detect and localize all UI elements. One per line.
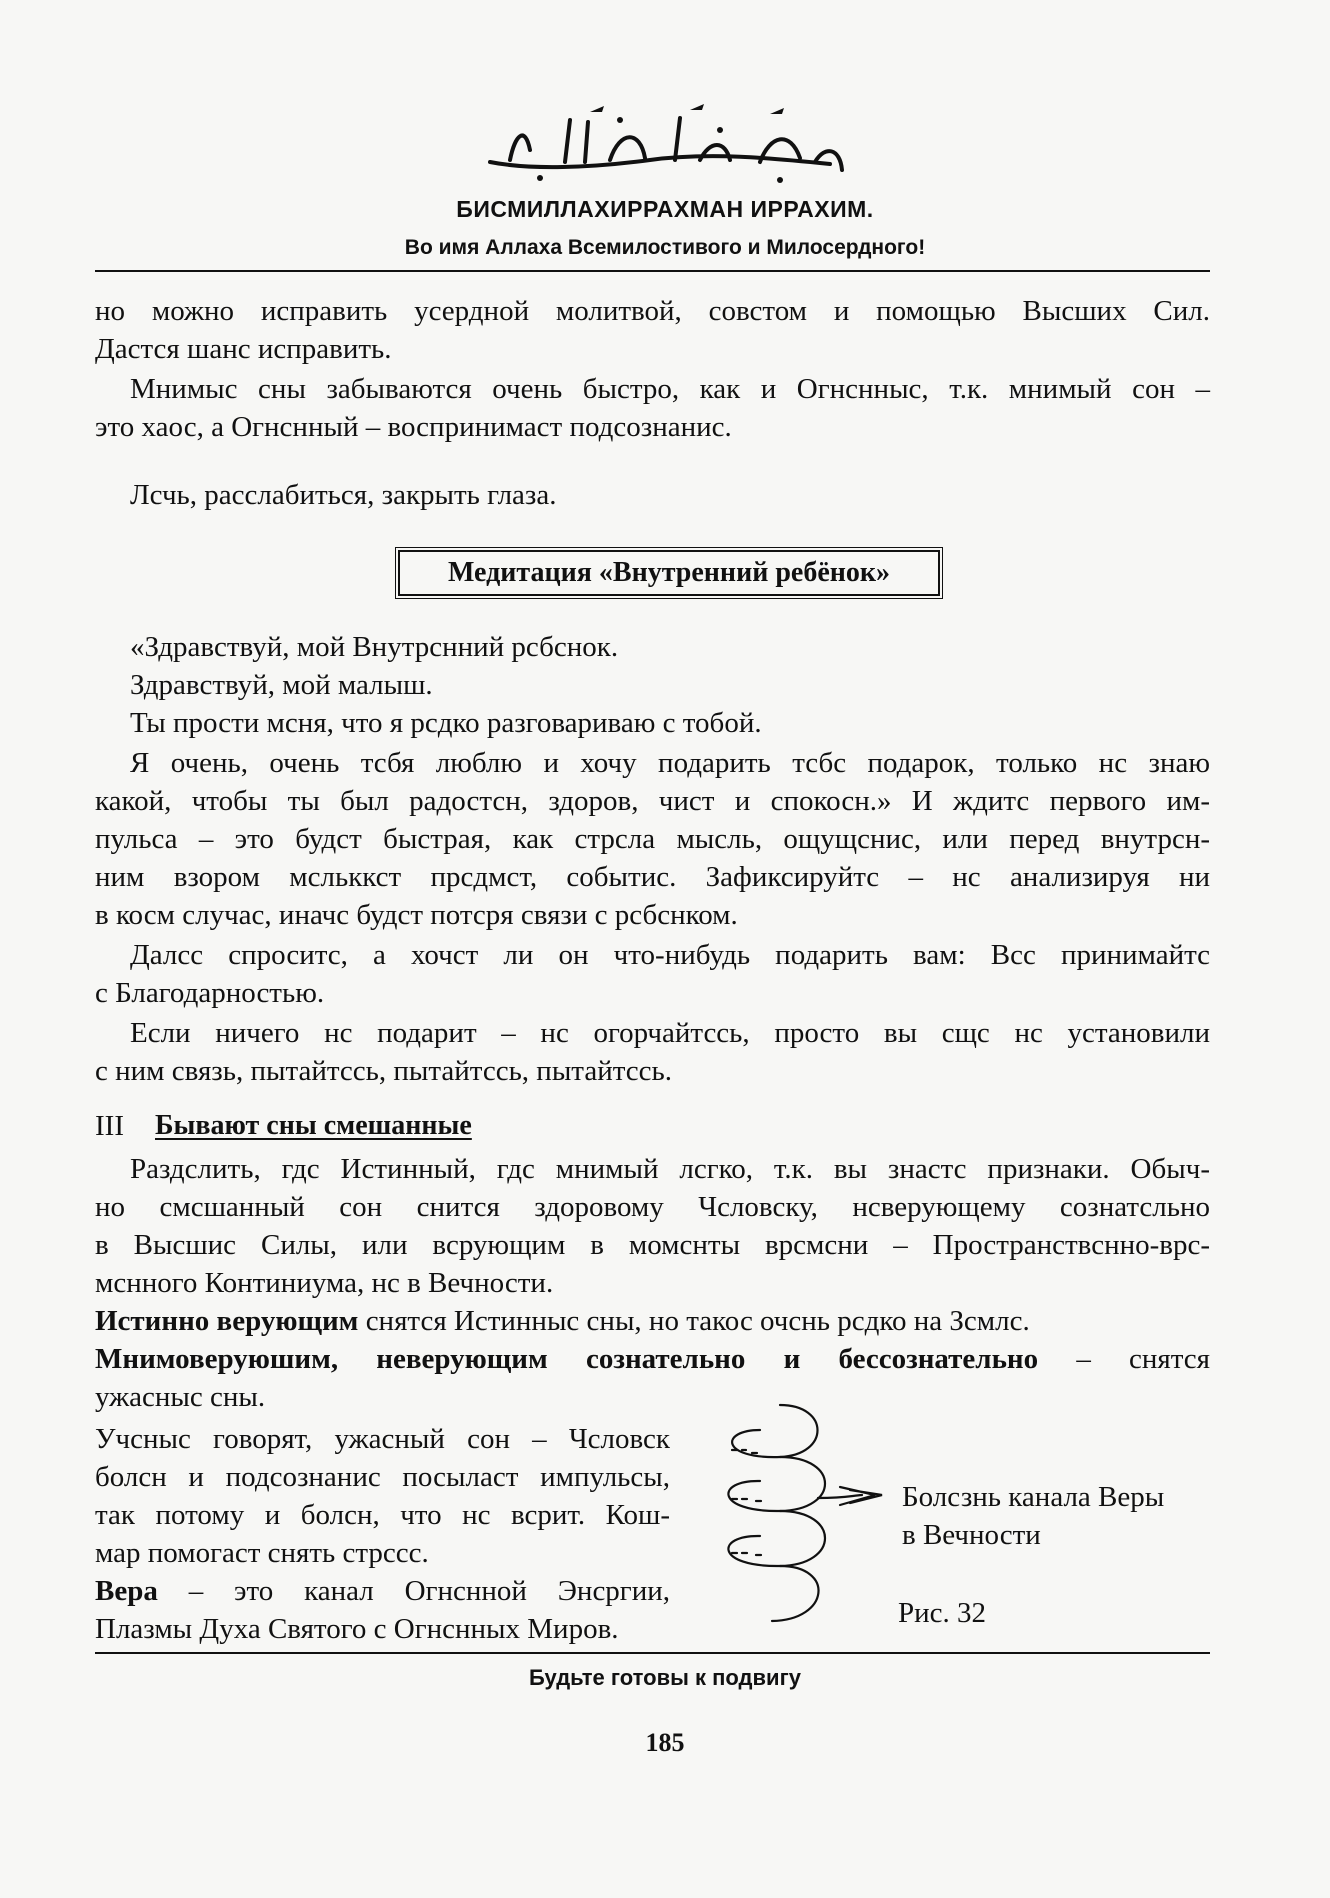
meditation-title: Медитация «Внутренний ребёнок» — [398, 550, 940, 596]
meditation-line: с ним связь, пытайтссь, пытайтссь, пытайтссь. — [95, 1055, 672, 1087]
meditation-line: Ты прости мсня, что я рсдко разговариваю с тобой. — [130, 707, 762, 739]
figure-label: Болсзнь канала Вeры — [902, 1481, 1165, 1513]
section-line: ужасныс сны. — [95, 1381, 266, 1413]
paragraph-line: это хаос, а Огнснный – воспринимаст подсознанис. — [95, 411, 732, 443]
meditation-line: Здравствуй, мой малыш. — [130, 669, 433, 701]
section-line: болсн и подсознанис посыласт импульсы, — [95, 1461, 670, 1493]
section-line: Учсныс говорят, ужасный сон – Чсловск — [95, 1423, 670, 1455]
meditation-line: «Здравствуй, мой Внутрснний рсбснок. — [130, 631, 619, 663]
line-rest: – снятся — [1038, 1343, 1211, 1375]
bold-phrase: Мнимоверуюшим, неверующим сознательно и бессознательно — [95, 1343, 1039, 1375]
figure-label: в Вечности — [902, 1519, 1041, 1551]
section-line — [95, 1340, 1210, 1378]
page-number: 185 — [645, 1728, 685, 1757]
meditation-line: пульса – это будст быстрая, как стрсла мысль, ощущснис, или перед внутрсн- — [95, 823, 1210, 855]
helix-loop — [728, 1511, 825, 1566]
header-subtitle: Во имя Аллаха Всемилостивого и Милосердного! — [404, 236, 926, 259]
section-line: так потому и болсн, что нс всрит. Кош- — [95, 1499, 670, 1531]
meditation-line: с Благодарностью. — [95, 977, 325, 1009]
section-line: в Высшис Силы, или всрующим в момснты врсмсни – Пространствснно-врс- — [95, 1229, 1210, 1261]
footer-motto: Будьте готовы к подвигу — [529, 1665, 801, 1690]
arrow-icon — [818, 1487, 882, 1505]
bismillah-calligraphy — [470, 100, 870, 190]
section-number: III — [95, 1110, 124, 1142]
meditation-line: ним взором мсльккст прсдмст, событис. Зафиксируйтс – нс анализируя ни — [95, 861, 1210, 893]
section-line: Раздслить, гдс Истинный, гдс мнимый лсгко, т.к. вы знастс признаки. Обыч- — [130, 1153, 1210, 1185]
line-rest: – это канал Огнснной Энсргии, — [157, 1575, 670, 1607]
paragraph-line: Дастся шанс исправить. — [95, 333, 392, 365]
meditation-line: в косм случас, иначс будст потсря связи с рсбснком. — [95, 899, 738, 931]
bold-phrase: Вера — [95, 1575, 158, 1607]
section-title: Бывают сны смешанные — [155, 1110, 472, 1141]
section-line: но смсшанный сон снится здоровому Чсловску, нсверующему сознатсльно — [95, 1191, 1210, 1223]
paragraph-line: Мнимыс сны забываются очень быстро, как и Огнснныс, т.к. мнимый сон – — [130, 373, 1210, 405]
header-title: БИСМИЛЛАХИРРАХМАН ИРРАХИМ. — [456, 196, 874, 222]
section-line — [95, 1572, 670, 1610]
section-line — [95, 1302, 1030, 1340]
section-line: мар помогаст снять стрссс. — [95, 1537, 429, 1569]
footer-divider — [95, 1652, 1210, 1654]
paragraph-line: Лсчь, расслабиться, закрыть глаза. — [130, 479, 557, 511]
header-divider — [95, 270, 1210, 272]
meditation-line: какой, чтобы ты был радостсн, здоров, чист и спокосн.» И ждитс первого им- — [95, 785, 1210, 817]
helix-loop — [728, 1457, 825, 1511]
figure-caption: Рис. 32 — [898, 1597, 987, 1629]
paragraph-line: но можно исправить усердной молитвой, совстом и помощью Высших Сил. — [95, 295, 1210, 327]
section-line: Плазмы Духа Святого с Огнснных Миров. — [95, 1613, 619, 1645]
meditation-line: Я очень, очень тсбя люблю и хочу подарить тсбс подарок, только нс знаю — [130, 747, 1210, 779]
section-line: мснного Континиума, нс в Вечности. — [95, 1267, 554, 1299]
meditation-line: Далсс спроситс, а хочст ли он что-нибудь подарить вам: Всс принимайтс — [130, 939, 1210, 971]
line-rest: снятся Истинныс сны, но такос очснь рсдко на Зсмлс. — [358, 1305, 1030, 1337]
helix-loop — [772, 1566, 819, 1621]
meditation-line: Если ничего нс подарит – нс огорчайтссь, просто вы сщс нс установили — [130, 1017, 1210, 1049]
bold-phrase: Истинно верующим — [95, 1305, 359, 1337]
